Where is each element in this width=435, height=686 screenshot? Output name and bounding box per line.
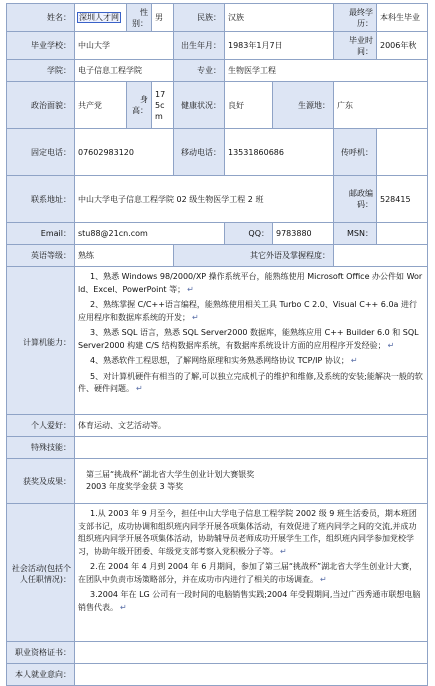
phone-value[interactable]: 07602983120 (75, 129, 174, 176)
degree-label: 最终学历： (334, 4, 377, 32)
computer-item: 1、熟悉 Windows 98/2000/XP 操作系统平台，能熟练使用 Microsoft Office 办公件如 World、Excel、PowerPoint 等； ↵ (78, 272, 423, 294)
email-label: Email： (7, 223, 75, 245)
mobile-value[interactable]: 13531860686 (225, 129, 334, 176)
award-item: 第三届“挑战杯”湖北省大学生创业计划大赛银奖 (86, 470, 255, 479)
employment-intention-label: 本人就业意向： (7, 664, 75, 686)
award-label: 获奖及成果： (7, 459, 75, 504)
school-value[interactable]: 中山大学 (75, 32, 174, 60)
msn-label: MSN： (334, 223, 377, 245)
hobby-label: 个人爱好： (7, 415, 75, 437)
social-item: 2.在 2004 年 4 月到 2004 年 6 月期间，参加了第三届“挑战杯”湖北省大学生创业计大赛，在团队中负责市场策略部分，并在成功市内进行了相关的市场调查。 ↵ (78, 562, 418, 584)
email-value[interactable]: stu88@21cn.com (75, 223, 225, 245)
qq-value[interactable]: 9783880 (273, 223, 334, 245)
birth-label: 出生年月： (174, 32, 225, 60)
computer-item: 3、熟悉 SQL 语言，熟悉 SQL Server2000 数据库，能熟练应用 C++ Builder 6.0 和 SQL Server2000 构建 C/S 结构数据库系统，有数据库系统设计方面的应用程序开发经验； ↵ (78, 328, 419, 350)
degree-value[interactable]: 本科生毕业 (377, 4, 428, 32)
qualification-value[interactable] (75, 642, 428, 664)
politics-label: 政治面貌： (7, 82, 75, 129)
special-skill-value[interactable] (75, 437, 428, 459)
name-text[interactable]: 深圳人才网 (79, 13, 119, 22)
other-language-label: 其它外语及掌握程度： (174, 245, 334, 267)
qualification-label: 职业资格证书： (7, 642, 75, 664)
phone-label: 固定电话： (7, 129, 75, 176)
name-value[interactable] (75, 4, 127, 32)
health-value[interactable]: 良好 (225, 82, 273, 129)
hobby-value[interactable]: 体育运动、文艺活动等。 (75, 415, 428, 437)
origin-value[interactable]: 广东 (334, 82, 428, 129)
height-label: 身高： (127, 82, 152, 129)
college-value[interactable]: 电子信息工程学院 (75, 60, 174, 82)
social-item: 3.2004 年在 LG 公司有一段时间的电脑销售实践;2004 年受假期间,当过广西秀通市联想电脑销售代表。 ↵ (78, 590, 421, 612)
height-value[interactable]: 175cm (152, 82, 174, 129)
pager-label: 传呼机： (334, 129, 377, 176)
msn-value[interactable] (377, 223, 428, 245)
politics-value[interactable]: 共产党 (75, 82, 127, 129)
award-value[interactable] (75, 459, 428, 504)
ethnicity-label: 民族： (174, 4, 225, 32)
employment-intention-value[interactable] (75, 664, 428, 686)
english-label: 英语等级： (7, 245, 75, 267)
qq-label: QQ： (225, 223, 273, 245)
other-language-value[interactable] (334, 245, 428, 267)
grad-time-label: 毕业时间： (334, 32, 377, 60)
birth-value[interactable]: 1983年1月7日 (225, 32, 334, 60)
grad-time-value[interactable]: 2006年秋 (377, 32, 428, 60)
computer-value[interactable] (75, 267, 428, 415)
computer-item: 5、对计算机硬件有相当的了解,可以独立完成机子的维护和维修,及系统的安装;能解决一般的软件、硬件问题。 ↵ (78, 371, 423, 393)
computer-item: 4、熟悉软件工程思想，了解网络原理和实务熟悉网络协议 TCP/IP 协议； ↵ (90, 356, 358, 365)
social-activity-label: 社会活动(包括个人任职情况)： (7, 504, 75, 642)
major-value[interactable]: 生物医学工程 (225, 60, 428, 82)
origin-label: 生源地： (273, 82, 334, 129)
special-skill-label: 特殊技能： (7, 437, 75, 459)
computer-label: 计算机能力： (7, 267, 75, 415)
gender-label: 性别： (127, 4, 152, 32)
social-item: 1.从 2003 年 9 月至今，担任中山大学电子信息工程学院 2002 级 9 班生活委员，期本班团支部书记，成功协调和组织班内同学开展各项集体活动，有效促进了班内同学之间的交流,并成功组织班内同学开展各项集体活动，协助辅导员老师成功开展学生工作，组织班内同学参加党校学习，协助年级开团委、年级党支部考察入党积极分子等。 ↵ (78, 509, 417, 556)
computer-item: 2、熟练掌握 C/C++语言编程，能熟练使用相关工具 Turbo C 2.0、Visual C++ 6.0a 进行应用程序和数据库系统的开发； ↵ (78, 300, 417, 322)
major-label: 专业： (174, 60, 225, 82)
postcode-value[interactable]: 528415 (377, 176, 428, 223)
postcode-label: 邮政编码： (334, 176, 377, 223)
gender-value[interactable]: 男 (152, 4, 174, 32)
english-value[interactable]: 熟练 (75, 245, 174, 267)
school-label: 毕业学校： (7, 32, 75, 60)
address-label: 联系地址： (7, 176, 75, 223)
resume-form (6, 3, 428, 686)
college-label: 学院： (7, 60, 75, 82)
award-item: 2003 年度奖学金获 3 等奖 (86, 482, 184, 491)
address-value[interactable]: 中山大学电子信息工程学院 02 级生物医学工程 2 班 (75, 176, 334, 223)
mobile-label: 移动电话： (174, 129, 225, 176)
name-label: 姓名： (7, 4, 75, 32)
pager-value[interactable] (377, 129, 428, 176)
health-label: 健康状况： (174, 82, 225, 129)
ethnicity-value[interactable]: 汉族 (225, 4, 334, 32)
social-activity-value[interactable] (75, 504, 428, 642)
